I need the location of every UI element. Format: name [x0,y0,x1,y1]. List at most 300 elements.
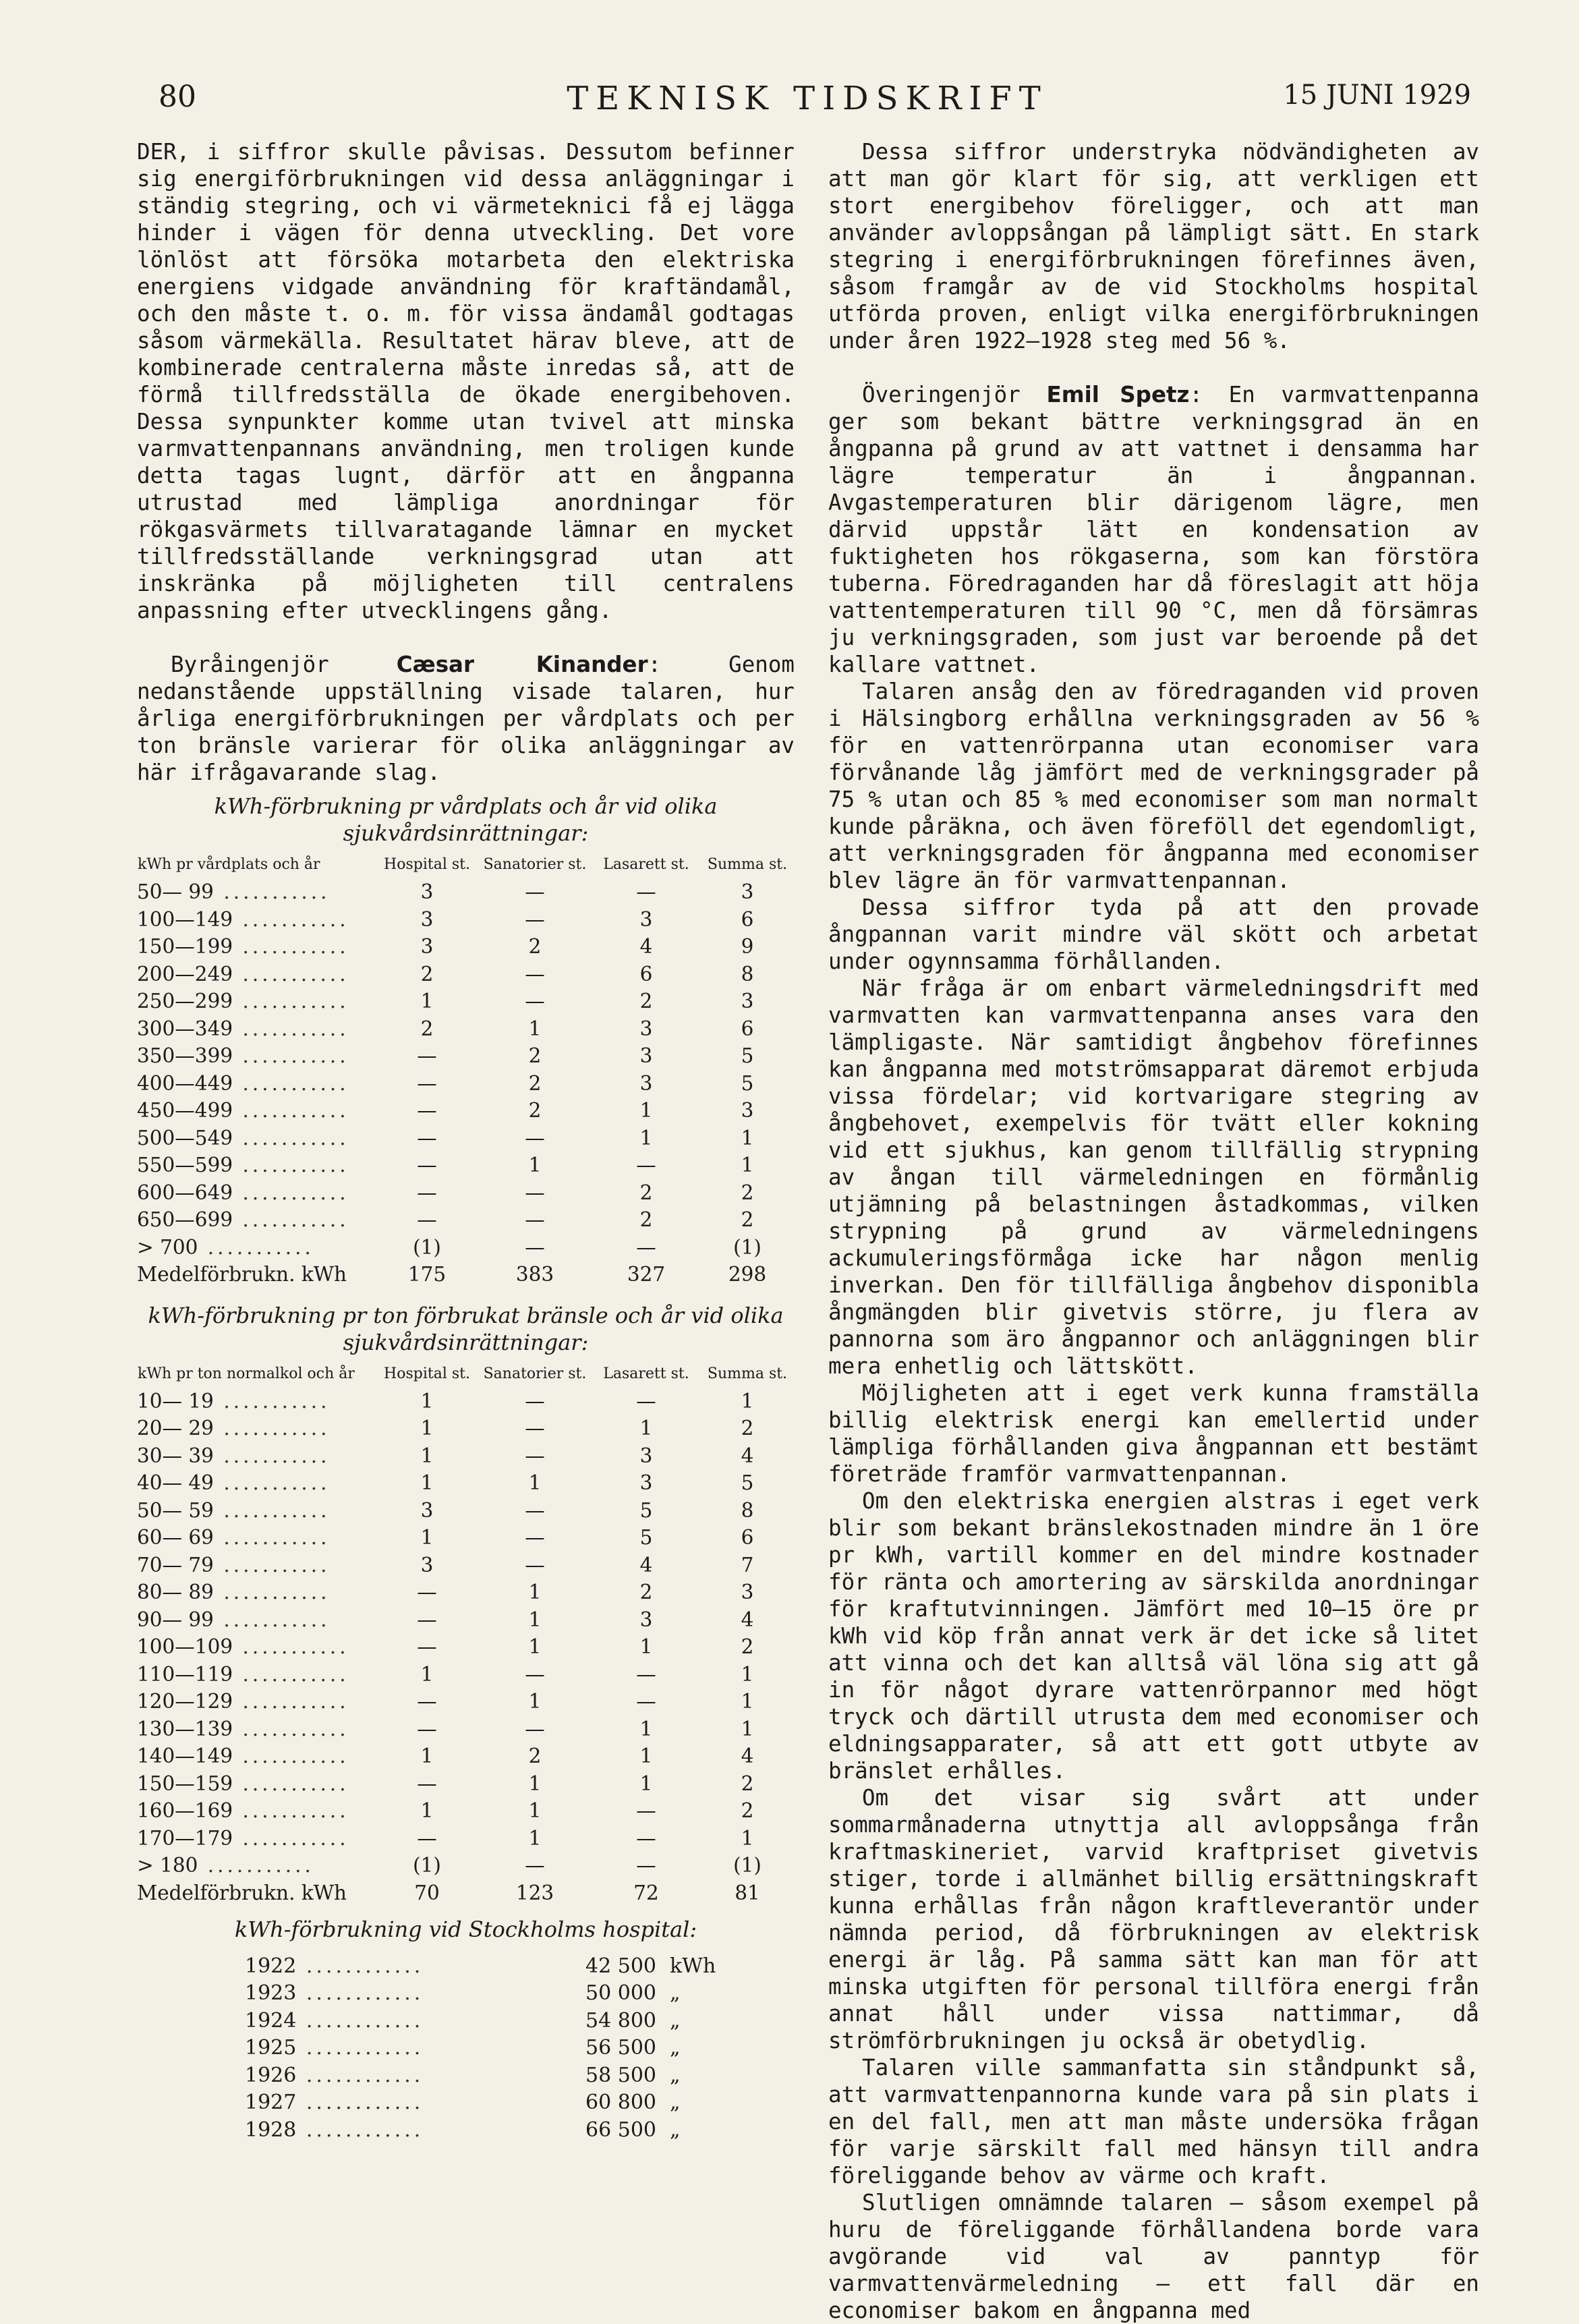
leader-dots: ........... [198,1854,314,1877]
range-label: 160—169 [137,1799,233,1823]
table2-body [137,1388,795,1879]
value-cell: 7 [741,1553,754,1577]
range-label: 60— 69 [137,1526,214,1550]
leader-dots: ........... [213,1498,331,1522]
value-cell: 2 [528,1745,542,1768]
value-cell: — [417,1181,437,1204]
range-label: 30— 39 [137,1444,214,1467]
table-row [245,1980,744,2008]
leader-dots: ........... [233,1635,349,1659]
range-label: 40— 49 [137,1471,214,1495]
value-cell: 1 [528,1154,542,1177]
table2-header-range: kWh pr ton normalkol och år [138,1365,355,1382]
table1-header-lasarett: Lasarett st. [603,856,689,873]
table-row [137,1442,795,1470]
value-cell: 4 [741,1745,754,1768]
leader-dots: ........... [233,1717,349,1740]
value-cell: — [417,1044,437,1068]
value-cell: 3 [639,1017,653,1040]
unit-cell: „ [670,2008,681,2033]
range-cell [137,1552,376,1579]
table2-caption: kWh-förbrukning pr ton förbrukat bränsle och år vid olika sjukvårdsinrättningar: [148,1302,784,1355]
leader-dots: ............ [296,2063,424,2087]
table-row [137,1633,795,1661]
speaker-name: Emil Spetz [1046,382,1190,407]
right-paragraph-6: Möjligheten att i eget verk kunna framställa billig elektrisk energi kan emellertid under lämpliga förhållanden giva ångpannan ett bestämt företräde framför varmvattenpannan. [828,1380,1479,1487]
table1-mean-hospital: 175 [407,1263,447,1286]
range-cell [137,1688,376,1716]
table1-mean-lasarett: 327 [627,1263,666,1286]
value-cell: — [525,907,545,931]
value-cell: 1 [420,1799,434,1823]
table2-mean-row [137,1879,795,1907]
table-row [137,1070,795,1098]
value-cell: 1 [741,1690,754,1713]
left-column [137,138,795,2144]
leader-dots: ........... [233,907,349,931]
value-cell: — [525,1444,545,1467]
value-cell: — [636,1389,656,1413]
value-cell: — [525,1498,545,1522]
range-cell [137,1097,376,1125]
table2-mean-hospital: 70 [414,1881,440,1904]
value-cell: 3 [420,1498,434,1522]
unit-cell: „ [670,2118,681,2142]
leader-dots: ............ [296,1981,424,2006]
range-label: 50— 59 [137,1498,214,1522]
table-row [137,1015,795,1043]
unit-cell: „ [670,2036,681,2060]
table-row [245,2035,744,2062]
value-cell: 3 [420,880,434,904]
right-paragraph-3: Talaren ansåg den av föredraganden vid proven i Hälsingborg erhållna verkningsgraden av 56 % för en vattenrörpanna utan economiser vara förvånande låg jämfört med de verkningsgrader på 75 % utan och 85 % med economiser som man normalt kunde påräkna, och även föreföll det egendomligt, att verkningsgraden för ångpanna med economiser blev lägre än för varmvattenpannan. [828,679,1479,893]
range-label: 200—249 [137,962,233,986]
table-row [137,1606,795,1634]
value-cell: 9 [741,935,754,959]
spetz-paragraph [828,381,1479,678]
value-cell: 2 [741,1772,754,1795]
value-cell: 50 000 [585,1981,656,2006]
value-cell: 8 [741,962,754,986]
value-cell: — [417,1608,437,1631]
value-cell: 1 [741,1154,754,1177]
range-cell [137,1633,376,1661]
value-cell: 2 [741,1208,754,1232]
range-label: 400—449 [137,1071,233,1095]
issue-date: 15 JUNI 1929 [1283,80,1471,111]
table-row [137,1125,795,1152]
range-cell [137,1015,376,1043]
table-row [137,1388,795,1415]
speaker-title: Byråingenjör [171,652,329,677]
table2-mean-sanatorier: 123 [515,1881,554,1904]
right-paragraph-1: Dessa siffror understryka nödvändigheten av att man gör klart för sig, att verkligen ett stort energibehov föreligger, och att man använder avloppsångan på lämpligt sätt. En stark stegring i energiförbrukningen förefinnes även, såsom framgår av de vid Stockholms hospital utförda proven, enligt vilka energiförbrukningen under åren 1922—1928 steg med 56 %. [828,139,1479,353]
value-cell: — [417,1717,437,1740]
value-cell: — [417,1772,437,1795]
leader-dots: ........... [213,1471,331,1495]
value-cell: 3 [639,1071,653,1095]
year-cell [245,1980,562,2008]
year-cell [245,2035,562,2062]
table-row [137,1797,795,1825]
range-label: 70— 79 [137,1553,214,1577]
table3 [245,1952,744,2144]
value-cell: 5 [639,1498,653,1522]
value-cell: 6 [741,907,754,931]
unit-cell: „ [670,2091,681,2115]
value-cell: 1 [639,1417,653,1440]
table2-header-lasarett: Lasarett st. [603,1365,689,1382]
value-cell: 1 [420,1471,434,1495]
value-cell: 3 [639,1608,653,1631]
value-cell: 1 [420,1745,434,1768]
value-cell: — [636,1154,656,1177]
table-row [137,1688,795,1716]
range-label: 550—599 [137,1154,233,1177]
year-label: 1926 [245,2063,297,2087]
leader-dots: ........... [233,1690,349,1713]
value-cell: (1) [733,1235,762,1259]
value-cell: 1 [528,1799,542,1823]
table2-header-sanatorier: Sanatorier st. [483,1365,587,1382]
leader-dots: ........... [233,962,349,986]
table-row [137,1579,795,1606]
value-cell: 4 [639,935,653,959]
value-cell: — [525,990,545,1013]
value-cell: 5 [639,1526,653,1550]
range-label: 500—549 [137,1126,233,1150]
value-cell: 1 [741,1662,754,1686]
value-cell: 1 [639,1099,653,1123]
value-cell: 1 [528,1690,542,1713]
value-cell: — [636,1662,656,1686]
leader-dots: ........... [233,1044,349,1068]
range-label: 100—109 [137,1635,233,1659]
value-cell: 1 [639,1772,653,1795]
right-paragraph-4: Dessa siffror tyda på att den provade ångpannan varit mindre väl skött och arbetat under ogynnsamma förhållanden. [828,895,1479,974]
speaker-title: Överingenjör [862,382,1021,407]
leader-dots: ........... [213,1444,331,1467]
table-row [137,961,795,988]
range-label: 120—129 [137,1690,233,1713]
table1-header-sanatorier: Sanatorier st. [483,856,587,873]
value-cell: — [417,1126,437,1150]
value-cell: 6 [741,1017,754,1040]
value-cell: — [525,1417,545,1440]
range-cell [137,1042,376,1070]
leader-dots: ........... [213,1389,331,1413]
table-row [137,1524,795,1552]
value-cell: 4 [741,1608,754,1631]
table-row [137,1742,795,1770]
value-cell: 2 [741,1181,754,1204]
leader-dots: ........... [233,1662,349,1686]
leader-dots: ........... [233,1799,349,1823]
range-cell [137,1606,376,1634]
value-cell: 1 [528,1635,542,1659]
value-cell: — [417,1208,437,1232]
table1-caption: kWh-förbrukning pr vårdplats och år vid olika sjukvårdsinrättningar: [214,793,718,846]
value-cell: 3 [639,1444,653,1467]
value-cell: 5 [741,1471,754,1495]
table-row [245,1952,744,1980]
range-label: 450—499 [137,1099,233,1123]
right-paragraph-10: Slutligen omnämnde talaren — såsom exempel på huru de föreliggande förhållandena borde vara avgörande vid val av panntyp för varmvattenvärmeledning — ett fall där en economiser bakom en ångpanna med [828,2190,1479,2323]
value-cell: 2 [741,1417,754,1440]
year-cell [245,2116,562,2144]
range-cell [137,1152,376,1179]
leader-dots: ........... [213,1608,331,1631]
value-cell: 3 [639,1044,653,1068]
range-label: > 180 [137,1854,198,1877]
year-cell [245,2089,562,2117]
range-cell [137,1415,376,1442]
value-cell: — [525,1126,545,1150]
year-label: 1923 [245,1981,297,2006]
table-row [137,1770,795,1798]
value-cell: 1 [741,1826,754,1850]
leader-dots: ........... [233,1181,349,1204]
table-row [245,2116,744,2144]
value-cell: — [417,1635,437,1659]
value-cell: 2 [528,1099,542,1123]
table1 [137,856,795,1288]
table1-mean-label: Medelförbrukn. kWh [137,1263,347,1286]
table-row [137,1825,795,1852]
range-label: 50— 99 [137,880,214,904]
value-cell: — [636,1235,656,1259]
table2-header-summa: Summa st. [707,1365,788,1382]
range-label: 140—149 [137,1745,233,1768]
value-cell: 1 [639,1745,653,1768]
right-paragraph-8: Om det visar sig svårt att under sommarmånaderna utnyttja all avloppsånga från kraftmaskineriet, varvid kraftpriset givetvis stiger, torde i allmänhet billig ersättningskraft kunna erhållas från någon kraftleverantör under nämnda period, då förbrukningen av elektrisk energi är låg. På samma sätt kan man för att minska utgiften för personal tillföra energi från annat håll under vissa nattimmar, då strömförbrukningen ju också är obetydlig. [828,1785,1479,2053]
value-cell: 2 [420,1017,434,1040]
value-cell: — [525,1717,545,1740]
range-label: 110—119 [137,1662,233,1686]
value-cell: 3 [420,907,434,931]
unit-cell: „ [670,2063,681,2087]
leader-dots: ........... [233,1745,349,1768]
speaker-text: : En varmvattenpanna ger som bekant bättre verkningsgrad än en ångpanna på grund av att vattnet i densamma har lägre temperatur än i ångpannan. Avgastemperaturen blir därigenom lägre, men därvid uppstår lätt en kondensation av fuktigheten hos rökgaserna, som kan förstöra tuberna. Föredraganden har då föreslagit att höja vattentemperaturen till 90 °C, men då försämras ju verkningsgraden, som just var beroende på det kallare vattnet. [828,382,1479,677]
leader-dots: ........... [233,1071,349,1095]
value-cell: — [636,1854,656,1877]
range-cell [137,988,376,1015]
value-cell: 1 [420,1444,434,1467]
leader-dots: ........... [233,1154,349,1177]
unit-cell: kWh [670,1954,716,1978]
value-cell: — [525,880,545,904]
value-cell: 1 [639,1635,653,1659]
value-cell: 1 [741,1717,754,1740]
table-row [137,1206,795,1234]
range-label: > 700 [137,1235,198,1259]
table2 [137,1365,795,1907]
value-cell: 2 [528,935,542,959]
range-cell [137,1852,376,1879]
table-row [137,1552,795,1579]
year-cell [245,2007,562,2035]
range-cell [137,1524,376,1552]
table-row [137,1661,795,1689]
leader-dots: ........... [233,1099,349,1123]
table1-body [137,878,795,1261]
range-cell [137,1469,376,1497]
value-cell: 1 [420,1389,434,1413]
speaker-text: : Genom nedanstående uppställning visade talaren, hur årliga energiförbrukningen per vårdplats och per ton bränsle varierar för olika anläggningar av här ifrågavarande slag. [137,652,795,785]
table1-header-range: kWh pr vårdplats och år [138,856,320,873]
value-cell: — [417,1071,437,1095]
value-cell: 66 500 [585,2118,656,2142]
leader-dots: ............ [296,1954,424,1978]
year-label: 1922 [245,1954,297,1978]
value-cell: 1 [528,1608,542,1631]
value-cell: — [525,1208,545,1232]
table-row [137,906,795,934]
value-cell: 3 [741,990,754,1013]
value-cell: 4 [741,1444,754,1467]
table-row [137,1152,795,1179]
value-cell: — [525,962,545,986]
table-row [137,1179,795,1207]
table-row [137,1415,795,1442]
value-cell: 3 [639,907,653,931]
leader-dots: ........... [213,1581,331,1604]
value-cell: 6 [741,1526,754,1550]
value-cell: — [417,1826,437,1850]
table1-mean-row [137,1261,795,1288]
range-cell [137,1179,376,1207]
table2-mean-summa: 81 [735,1881,760,1904]
table3-body [245,1952,744,2144]
page-number: 80 [159,80,196,114]
table-row [137,1097,795,1125]
table-row [137,933,795,961]
value-cell: 1 [528,1471,542,1495]
table1-header-hospital: Hospital st. [384,856,470,873]
leader-dots: ............ [296,2008,424,2033]
value-cell: 4 [639,1553,653,1577]
range-label: 100—149 [137,907,233,931]
table-row [137,1469,795,1497]
leader-dots: ........... [233,1826,349,1850]
range-label: 10— 19 [137,1389,214,1413]
value-cell: — [525,1553,545,1577]
range-cell [137,1442,376,1470]
right-paragraph-5: När fråga är om enbart värmeledningsdrift med varmvatten kan varmvattenpanna anses vara den lämpligaste. När samtidigt ångbehov förefinnes kan ångpanna med motströmsapparat däremot erbjuda vissa fördelar; vid kortvarigare stegring av ångbehovet, exempelvis för tvätt eller kokning vid ett sjukhus, kan genom tillfällig strypning av ångan till värmeledningen en förmånlig utjämning på belastningen åstadkommas, vilken strypning på grund av värmeledningens ackumuleringsförmåga icke har någon menlig inverkan. Den för tillfälliga ångbehov disponibla ångmängden blir givetvis större, ju flera av pannorna som äro ångpannor och anläggningen blir mera enhetlig och lättskött. [828,975,1479,1379]
range-cell [137,1125,376,1152]
year-label: 1928 [245,2118,297,2142]
range-label: 250—299 [137,990,233,1013]
table-row [245,2089,744,2117]
right-column [828,138,1479,2324]
table2-mean-lasarett: 72 [633,1881,659,1904]
value-cell: 2 [741,1635,754,1659]
value-cell: (1) [413,1235,441,1259]
year-label: 1927 [245,2091,297,2115]
range-cell [137,1234,376,1262]
range-label: 80— 89 [137,1581,214,1604]
right-paragraph-7: Om den elektriska energien alstras i eget verk blir som bekant bränslekostnaden mindre än 1 öre pr kWh, vartill kommer en del mindre kostnader för ränta och amortering av särskilda anordningar för kraftutvinningen. Jämfört med 10—15 öre pr kWh vid köp från annat verk är det icke så litet att vinna och det kan alltså väl löna sig att gå in för något dyrare vattenrörpannor med högt tryck och därtill utrusta dem med economiser och eldningsapparater, så att ett gott utbyte av bränslet erhålles. [828,1488,1479,1784]
value-cell: 56 500 [585,2036,656,2060]
value-cell: 3 [420,935,434,959]
range-cell [137,878,376,906]
page-header [138,80,1476,127]
range-cell [137,1661,376,1689]
value-cell: 1 [420,990,434,1013]
value-cell: — [525,1389,545,1413]
range-cell [137,1388,376,1415]
leader-dots: ........... [233,1208,349,1232]
table1-mean-summa: 298 [728,1263,767,1286]
table-row [137,1716,795,1743]
year-label: 1924 [245,2008,297,2033]
value-cell: 1 [420,1417,434,1440]
value-cell: 2 [528,1044,542,1068]
leader-dots: ........... [213,880,331,904]
range-cell [137,1070,376,1098]
value-cell: 5 [741,1071,754,1095]
leader-dots: ........... [233,1772,349,1795]
range-label: 90— 99 [137,1608,214,1631]
value-cell: 5 [741,1044,754,1068]
range-cell [137,1497,376,1525]
value-cell: 2 [528,1071,542,1095]
range-cell [137,1770,376,1798]
value-cell: — [417,1690,437,1713]
table-row [137,878,795,906]
year-label: 1925 [245,2036,297,2060]
value-cell: 2 [639,1208,653,1232]
value-cell: 2 [639,1581,653,1604]
value-cell: (1) [413,1854,441,1877]
value-cell: 58 500 [585,2063,656,2087]
leader-dots: ............ [296,2091,424,2115]
table-row [245,2007,744,2035]
range-label: 150—159 [137,1772,233,1795]
range-cell [137,1742,376,1770]
table3-caption: kWh-förbrukning vid Stockholms hospital: [234,1917,697,1942]
table1-mean-sanatorier: 383 [515,1263,554,1286]
leader-dots: ........... [213,1526,331,1550]
range-cell [137,1797,376,1825]
value-cell: — [636,1690,656,1713]
value-cell: 3 [639,1471,653,1495]
value-cell: — [417,1099,437,1123]
value-cell: 8 [741,1498,754,1522]
value-cell: 2 [639,990,653,1013]
value-cell: — [525,1526,545,1550]
range-cell [137,933,376,961]
journal-title: TEKNISK TIDSKRIFT [567,80,1048,117]
leader-dots: ........... [213,1417,331,1440]
intro-paragraph: DER, i siffror skulle påvisas. Dessutom befinner sig energiförbrukningen vid dessa anläggningar i ständig stegring, och vi värmeteknici få ej lägga hinder i vägen för denna utveckling. Det vore lönlöst att försöka motarbeta den elektriska energiens vidgade användning för kraftändamål, och den måste t. o. m. för vissa ändamål godtagas såsom värmekälla. Resultatet härav bleve, att de kombinerade centralerna måste inredas så, att de förmå tillfredsställa de ökade energibehoven. Dessa synpunkter komme utan tvivel att minska varmvattenpannans användning, men troligen kunde detta tagas lugnt, därför att en ångpanna utrustad med lämpliga anordningar för rökgasvärmets tillvaratagande lämnar en mycket tillfredsställande verkningsgrad utan att inskränka på möjligheten till centralens anpassning efter utvecklingens gång. [137,139,795,623]
value-cell: 1 [420,1662,434,1686]
value-cell: 2 [420,962,434,986]
value-cell: 1 [420,1526,434,1550]
value-cell: 1 [528,1017,542,1040]
value-cell: 3 [420,1553,434,1577]
range-cell [137,961,376,988]
value-cell: — [636,880,656,904]
value-cell: 54 800 [585,2008,656,2033]
leader-dots: ............ [296,2118,424,2142]
value-cell: — [636,1826,656,1850]
year-cell [245,2062,562,2089]
table-row [137,988,795,1015]
table-row [137,1042,795,1070]
value-cell: — [636,1799,656,1823]
value-cell: 1 [528,1772,542,1795]
